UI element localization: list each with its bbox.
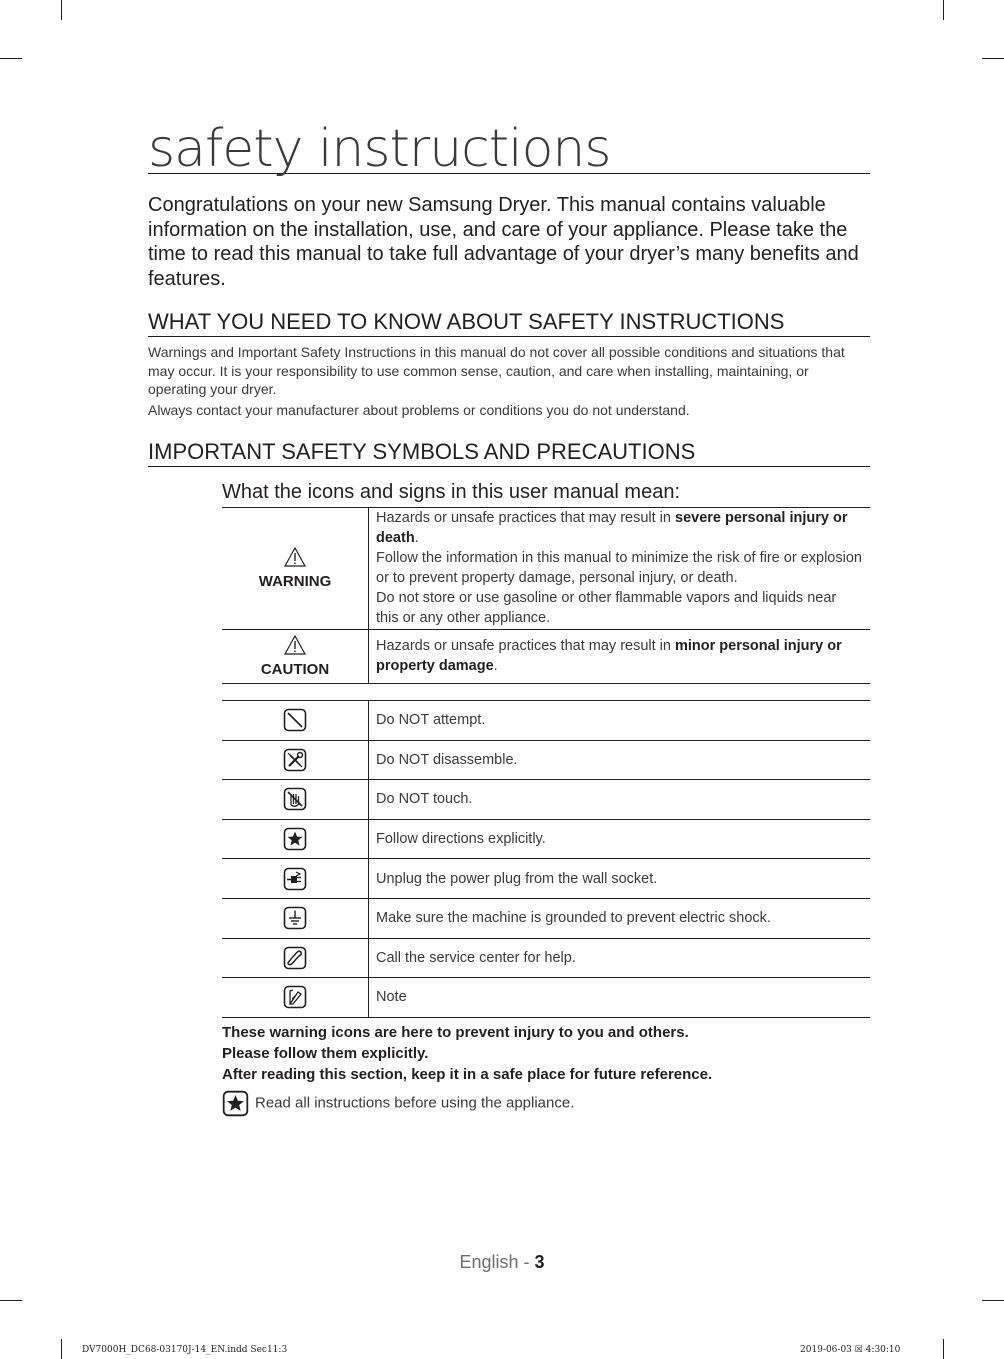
caution-row	[222, 630, 870, 684]
do-not-touch-icon	[283, 787, 307, 811]
section1-paragraph: Warnings and Important Safety Instructions in this manual do not cover all possible conditions and situations that may occur. It is your responsibility to use common sense, caution, and care when installing, maintaining, or operating your dryer.	[148, 344, 845, 397]
caution-triangle-icon	[284, 635, 306, 655]
symbols-table	[222, 700, 870, 1018]
caution-line-1: Hazards or unsafe practices that may result in minor personal injury or property damage.	[376, 638, 842, 674]
page-title: safety instructions	[148, 118, 870, 174]
footer-language: English -	[459, 1252, 535, 1272]
symbol-text: Do NOT disassemble.	[369, 740, 871, 780]
note-line-2: Please follow them explicitly.	[222, 1045, 429, 1062]
follow-directions-icon	[222, 1090, 249, 1117]
crop-mark	[0, 58, 22, 59]
warning-notes	[222, 1022, 712, 1085]
note-line-1: These warning icons are here to prevent injury to you and others.	[222, 1024, 689, 1041]
warning-cell	[222, 508, 369, 630]
warning-triangle-icon	[284, 547, 306, 567]
symbol-row	[222, 780, 870, 820]
symbol-text: Do NOT attempt.	[369, 701, 871, 741]
do-not-attempt-icon	[283, 708, 307, 732]
follow-directions-icon	[283, 827, 307, 851]
crop-mark	[943, 0, 944, 20]
caution-label: CAUTION	[260, 661, 330, 678]
symbol-text: Note	[369, 978, 871, 1018]
caution-cell	[222, 630, 369, 684]
warning-label: WARNING	[258, 573, 332, 590]
crop-mark	[61, 1339, 62, 1359]
symbol-row	[222, 898, 870, 938]
section-heading-know: WHAT YOU NEED TO KNOW ABOUT SAFETY INSTRUCTIONS	[148, 309, 870, 337]
symbol-row	[222, 938, 870, 978]
read-all-text: Read all instructions before using the appliance.	[255, 1094, 575, 1112]
section1-contact: Always contact your manufacturer about problems or conditions you do not understand.	[148, 402, 690, 418]
page-number: 3	[534, 1252, 545, 1272]
note-icon	[283, 985, 307, 1009]
page-footer	[0, 1252, 1004, 1273]
caution-text	[369, 630, 871, 684]
do-not-disassemble-icon	[283, 748, 307, 772]
symbol-row	[222, 701, 870, 741]
print-slug-left: DV7000H_DC68-03170J-14_EN.indd Sec11:3	[82, 1345, 288, 1355]
note-line-3: After reading this section, keep it in a safe place for future reference.	[222, 1066, 713, 1083]
warning-line-2: Follow the information in this manual to minimize the risk of fire or explosion or to prevent property damage, personal injury, or death.	[376, 550, 862, 586]
signal-words-table	[222, 507, 870, 684]
symbol-text: Make sure the machine is grounded to prevent electric shock.	[369, 898, 871, 938]
print-slug-right: 2019-06-03 ☒ 4:30:10	[800, 1345, 901, 1355]
crop-mark	[982, 58, 1004, 59]
ground-icon	[283, 906, 307, 930]
phone-icon	[283, 946, 307, 970]
crop-mark	[0, 1300, 22, 1301]
symbol-row	[222, 859, 870, 899]
symbol-text: Call the service center for help.	[369, 938, 871, 978]
section-heading-symbols: IMPORTANT SAFETY SYMBOLS AND PRECAUTIONS	[148, 439, 870, 467]
symbol-row	[222, 819, 870, 859]
crop-mark	[943, 1339, 944, 1359]
warning-text	[369, 508, 871, 630]
symbol-row	[222, 740, 870, 780]
read-all-line	[222, 1090, 574, 1117]
warning-row	[222, 508, 870, 630]
symbol-row	[222, 978, 870, 1018]
warning-line-3: Do not store or use gasoline or other flammable vapors and liquids near this or any other appliance.	[376, 590, 837, 626]
warning-line-1: Hazards or unsafe practices that may result in severe personal injury or death.	[376, 510, 848, 546]
symbol-text: Do NOT touch.	[369, 780, 871, 820]
unplug-icon	[283, 867, 307, 891]
intro-paragraph: Congratulations on your new Samsung Dryer. This manual contains valuable information on the installation, use, and care of your appliance. Please take the time to read this manual to take full advantage of your dryer’s many benefits and features.	[148, 194, 859, 290]
crop-mark	[61, 0, 62, 20]
icons-subheading: What the icons and signs in this user manual mean:	[222, 481, 681, 503]
crop-mark	[982, 1300, 1004, 1301]
symbol-text: Unplug the power plug from the wall socket.	[369, 859, 871, 899]
symbol-text: Follow directions explicitly.	[369, 819, 871, 859]
